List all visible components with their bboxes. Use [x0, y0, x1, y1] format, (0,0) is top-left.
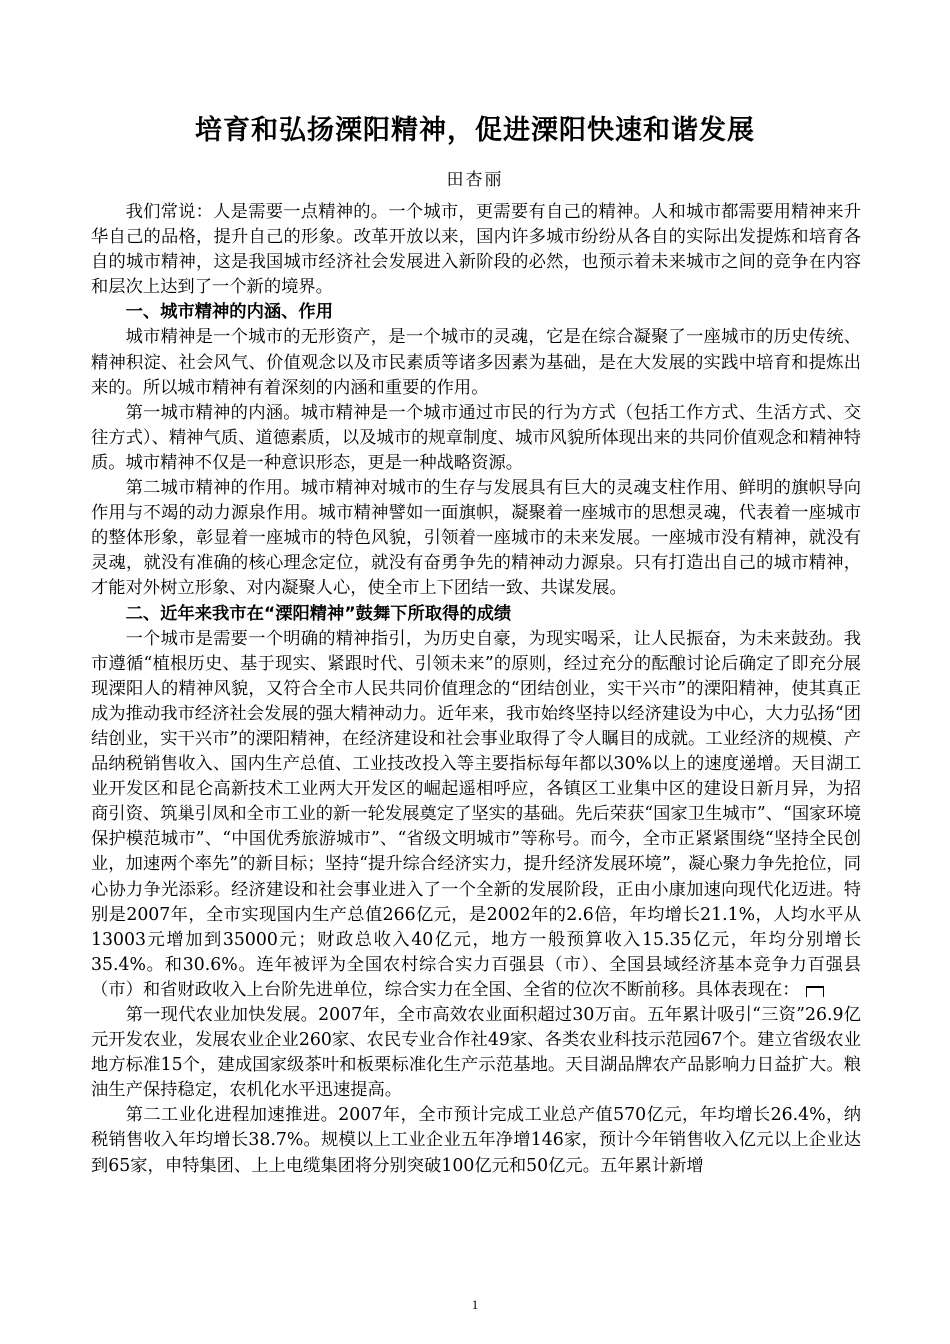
paragraph: 城市精神是一个城市的无形资产，是一个城市的灵魂，它是在综合凝聚了一座城市的历史传统、精神积淀、社会风气、价值观念以及市民素质等诸多因素为基础，是在大发展的实践中培育和提炼出来的。所以城市精神有着深刻的内涵和重要的作用。 — [91, 327, 861, 398]
section-heading: 二、近年来我市在“溧阳精神”鼓舞下所取得的成绩 — [125, 603, 512, 624]
edit-mark-icon — [806, 986, 824, 997]
paragraph-achievements — [91, 627, 861, 1003]
paragraph: 第二工业化进程加速推进。2007年，全市预计完成工业总产值570亿元，年均增长26.4%，纳税销售收入年均增长38.7%。规模以上工业企业五年净增146家，预计今年销售收入亿元以上企业达到65家，申特集团、上上电缆集团将分别突破100亿元和50亿元。五年累计新增 — [91, 1105, 861, 1176]
author-name: 田杏丽 — [446, 170, 504, 190]
section-heading: 一、城市精神的内涵、作用 — [125, 302, 333, 323]
paragraph: 第一城市精神的内涵。城市精神是一个城市通过市民的行为方式（包括工作方式、生活方式、交往方式）、精神气质、道德素质，以及城市的规章制度、城市风貌所体现出来的共同价值观念和精神特质。城市精神不仅是一种意识形态，更是一种战略资源。 — [91, 402, 861, 473]
document-body — [91, 200, 861, 1179]
page-number: 1 — [471, 1297, 479, 1312]
paragraph: 我们常说：人是需要一点精神的。一个城市，更需要有自己的精神。人和城市都需要用精神来升华自己的品格，提升自己的形象。改革开放以来，国内许多城市纷纷从各自的实际出发提炼和培育各自的城市精神，这是我国城市经济社会发展进入新阶段的必然，也预示着未来城市之间的竞争在内容和层次上达到了一个新的境界。 — [91, 202, 861, 298]
paragraph-text: 一个城市是需要一个明确的精神指引，为历史自豪，为现实喝采，让人民振奋，为未来鼓劲。我市遵循“植根历史、基于现实、紧跟时代、引领未来”的原则，经过充分的酝酿讨论后确定了即充分展现溧阳人的精神风貌，又符合全市人民共同价值理念的“团结创业，实干兴市”的溧阳精神，使其真正成为推动我市经济社会发展的强大精神动力。近年来，我市始终坚持以经济建设为中心，大力弘扬“团结创业，实干兴市”的溧阳精神，在经济建设和社会事业取得了令人瞩目的成就。工业经济的规模、产品纳税销售收入、国内生产总值、工业技改投入等主要指标每年都以30%以上的速度递增。天目湖工业开发区和昆仑高新技术工业两大开发区的崛起遥相呼应，各镇区工业集中区的建设日新月异，为招商引资、筑巢引凤和全市工业的新一轮发展奠定了坚实的基础。先后荣获“国家卫生城市”、“国家环境保护模范城市”、“中国优秀旅游城市”、“省级文明城市”等称号。而今，全市正紧紧围绕“坚持全民创业，加速两个率先”的新目标；坚持“提升综合经济实力，提升经济发展环境”，凝心聚力争先抢位，同心协力争光添彩。经济建设和社会事业进入了一个全新的发展阶段，正由小康加速向现代化迈进。特别是2007年，全市实现国内生产总值266亿元，是2002年的2.6倍，年均增长21.1%，人均水平从13003元增加到35000元；财政总收入40亿元，地方一般预算收入15.35亿元，年均分别增长35.4%。和30.6%。连年被评为全国农村综合实力百强县（市）、全国县域经济基本竞争力百强县（市）和省财政收入上台阶先进单位，综合实力在全国、全省的位次不断前移。具体表现在： — [91, 628, 861, 1000]
document-title: 培育和弘扬溧阳精神，促进溧阳快速和谐发展 — [195, 115, 755, 146]
paragraph: 第二城市精神的作用。城市精神对城市的生存与发展具有巨大的灵魂支柱作用、鲜明的旗帜导向作用与不竭的动力源泉作用。城市精神譬如一面旗帜，凝聚着一座城市的思想灵魂，代表着一座城市的整体形象，彰显着一座城市的特色风貌，引领着一座城市的未来发展。一座城市没有精神，就没有灵魂，就没有准确的核心理念定位，就没有奋勇争先的精神动力源泉。只有打造出自己的城市精神，才能对外树立形象、对内凝聚人心，使全市上下团结一致、共谋发展。 — [91, 478, 861, 599]
paragraph: 第一现代农业加快发展。2007年，全市高效农业面积超过30万亩。五年累计吸引“三资”26.9亿元开发农业，发展农业企业260家、农民专业合作社49家、各类农业科技示范园67个。建立省级农业地方标准15个，建成国家级茶叶和板栗标准化生产示范基地。天目湖品牌农产品影响力日益扩大。粮油生产保持稳定，农机化水平迅速提高。 — [91, 1005, 861, 1101]
